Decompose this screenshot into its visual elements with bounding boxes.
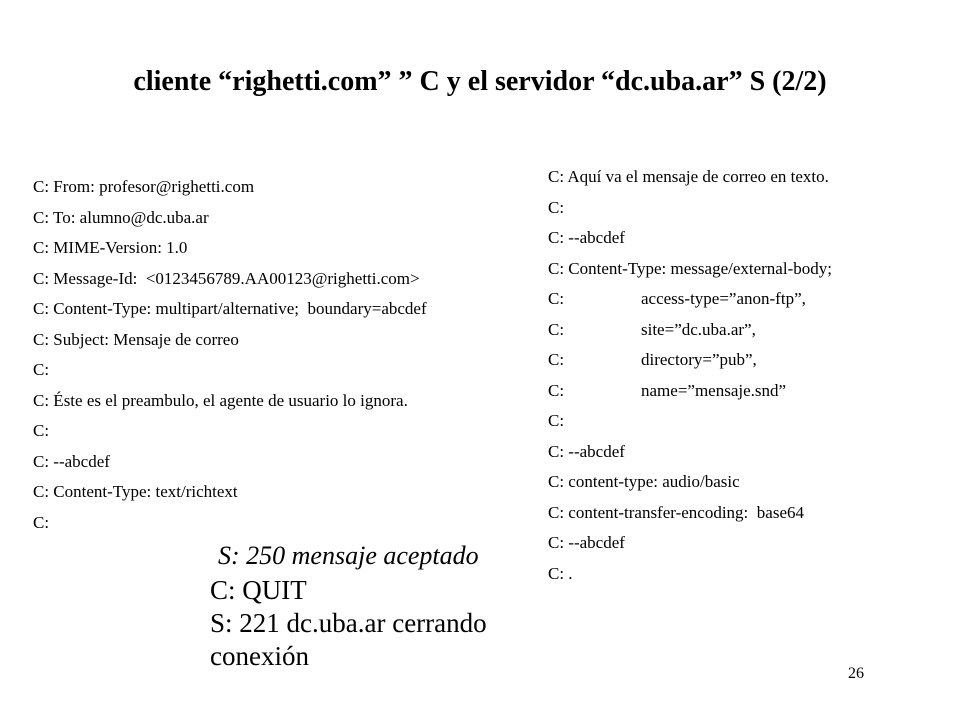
message-line: C: From: profesor@righetti.com bbox=[33, 177, 255, 196]
line-value: site=”dc.uba.ar”, bbox=[641, 319, 756, 339]
message-line bbox=[548, 376, 948, 407]
message-line bbox=[548, 528, 948, 559]
line-value: access-type=”anon-ftp”, bbox=[641, 289, 806, 308]
message-line bbox=[548, 498, 948, 529]
message-line bbox=[548, 162, 948, 193]
line-value: name=”mensaje.snd” bbox=[641, 380, 787, 400]
message-line bbox=[548, 254, 948, 285]
message-line bbox=[548, 345, 948, 376]
message-line: C: To: alumno@dc.uba.ar bbox=[33, 207, 209, 227]
message-line: C: Message-Id: <0123456789.AA00123@righetti.com> bbox=[33, 268, 420, 288]
message-line: C: Content-Type: multipart/alternative; boundary=abcdef bbox=[33, 299, 427, 318]
page-number: 26 bbox=[848, 665, 864, 682]
line-prefix: C: bbox=[548, 350, 565, 369]
message-line bbox=[548, 406, 948, 437]
right-message-column bbox=[548, 162, 948, 589]
message-line: C: Subject: Mensaje de correo bbox=[33, 329, 239, 349]
close-reply: S: 221 dc.uba.ar cerrando bbox=[210, 608, 487, 638]
slide-title: cliente “righetti.com” ” C y el servidor “dc.uba.ar” S (2/2) bbox=[133, 66, 827, 97]
close-reply-continued: conexión bbox=[210, 641, 309, 671]
quit-command: C: QUIT bbox=[210, 575, 307, 605]
message-line bbox=[548, 284, 948, 315]
left-message-column bbox=[33, 172, 543, 538]
message-line: C: bbox=[33, 512, 50, 532]
quit-exchange bbox=[210, 574, 550, 673]
line-prefix: C: bbox=[548, 411, 565, 430]
message-line bbox=[548, 559, 948, 590]
message-line bbox=[548, 315, 948, 346]
message-line: C: --abcdef bbox=[33, 451, 110, 471]
line-prefix: C: content-transfer-encoding: base64 bbox=[548, 502, 804, 522]
line-prefix: C: --abcdef bbox=[548, 228, 625, 247]
line-prefix: C: Content-Type: message/external-body; bbox=[548, 258, 832, 278]
line-prefix: C: bbox=[548, 197, 565, 217]
message-line bbox=[548, 467, 948, 498]
line-value: directory=”pub”, bbox=[641, 350, 757, 369]
line-prefix: C: bbox=[548, 319, 565, 339]
message-line: C: bbox=[33, 421, 50, 440]
line-prefix: C: Aquí va el mensaje de correo en texto. bbox=[548, 167, 829, 186]
line-prefix: C: bbox=[548, 289, 565, 308]
line-prefix: C: content-type: audio/basic bbox=[548, 472, 740, 491]
line-prefix: C: --abcdef bbox=[548, 441, 625, 461]
line-prefix: C: bbox=[548, 380, 565, 400]
message-line bbox=[548, 223, 948, 254]
message-line: C: Éste es el preambulo, el agente de usuario lo ignora. bbox=[33, 390, 408, 410]
server-accept-reply: S: 250 mensaje aceptado bbox=[218, 541, 479, 570]
message-line: C: MIME-Version: 1.0 bbox=[33, 238, 188, 257]
message-line bbox=[548, 193, 948, 224]
line-prefix: C: . bbox=[548, 563, 573, 583]
message-line bbox=[548, 437, 948, 468]
message-line: C: bbox=[33, 360, 50, 379]
line-prefix: C: --abcdef bbox=[548, 533, 625, 552]
message-line: C: Content-Type: text/richtext bbox=[33, 482, 238, 501]
